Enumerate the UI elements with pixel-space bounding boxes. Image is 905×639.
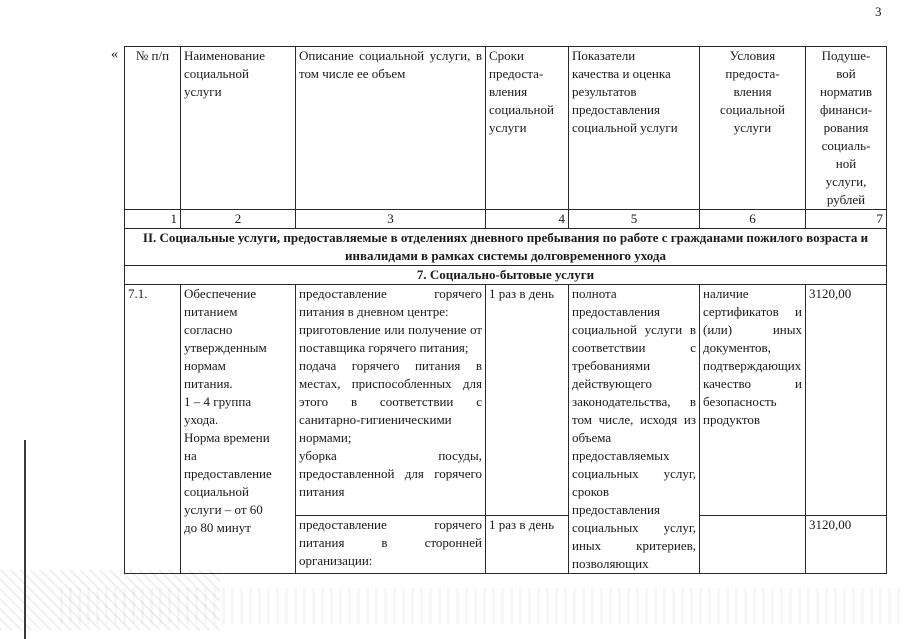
header-description: Описание социальной услуги, в том числе ее объем: [296, 47, 486, 210]
header-quality: Показатели качества и оценка результатов предоставления социальной услуги: [569, 47, 700, 210]
column-number: 7: [806, 210, 887, 229]
service-timing: 1 раз в день: [486, 285, 569, 516]
header-timing: Сроки предоста- вления социальной услуги: [486, 47, 569, 210]
page-number: 3: [875, 4, 882, 19]
subsection-row: [125, 266, 887, 285]
column-number: 1: [125, 210, 181, 229]
column-number: 2: [181, 210, 296, 229]
service-timing: 1 раз в день: [486, 515, 569, 573]
subsection-title: 7. Социально-бытовые услуги: [125, 266, 887, 285]
binding-margin-line: [24, 440, 26, 639]
service-conditions-empty: [700, 515, 806, 573]
service-funding-norm: 3120,00: [806, 515, 887, 573]
service-conditions: наличие сертификатов и (или) иных документов, подтверждающих качество и безопасность продуктов: [700, 285, 806, 516]
section-row: [125, 229, 887, 266]
column-number: 4: [486, 210, 569, 229]
header-row: [125, 47, 887, 210]
social-services-table: [124, 46, 887, 574]
section-title: II. Социальные услуги, предоставляемые в отделениях дневного пребывания по работе с гражданами пожилого возраста и инвалидами в рамках системы долговременного ухода: [125, 229, 887, 266]
service-funding-norm: 3120,00: [806, 285, 887, 516]
header-conditions: Условия предоста- вления социальной услуги: [700, 47, 806, 210]
service-description: предоставление горячего питания в сторонней организации:: [296, 515, 486, 573]
header-service-name: Наименование социальной услуги: [181, 47, 296, 210]
header-number: № п/п: [125, 47, 181, 210]
service-number: 7.1.: [125, 285, 181, 574]
opening-quote-mark: «: [111, 47, 118, 62]
service-name: Обеспечение питанием согласно утвержденным нормам питания. 1 – 4 группа ухода. Норма времени на предоставление социальной услуги – от 60 до 80 минут: [181, 285, 296, 574]
column-number: 6: [700, 210, 806, 229]
service-quality: полнота предоставления социальной услуги в соответствии с требованиями действующего законодательства, в том числе, исходя из объема предоставляемых социальных услуг, сроков предоставления социальных услуг, иных критериев, позволяющих: [569, 285, 700, 574]
header-funding-norm: Подуше- вой норматив финанси- рования социаль- ной услуги, рублей: [806, 47, 887, 210]
scan-noise-corner: [0, 570, 220, 630]
column-number: 5: [569, 210, 700, 229]
column-number: 3: [296, 210, 486, 229]
column-number-row: [125, 210, 887, 229]
table-row: [125, 285, 887, 516]
service-description: предоставление горячего питания в дневном центре: приготовление или получение от поставщика горячего питания; подача горячего питания в местах, приспособленных для этого в соответствии с санитарно-гигиеническими нормами; уборка посуды, предоставленной для горячего питания: [296, 285, 486, 516]
